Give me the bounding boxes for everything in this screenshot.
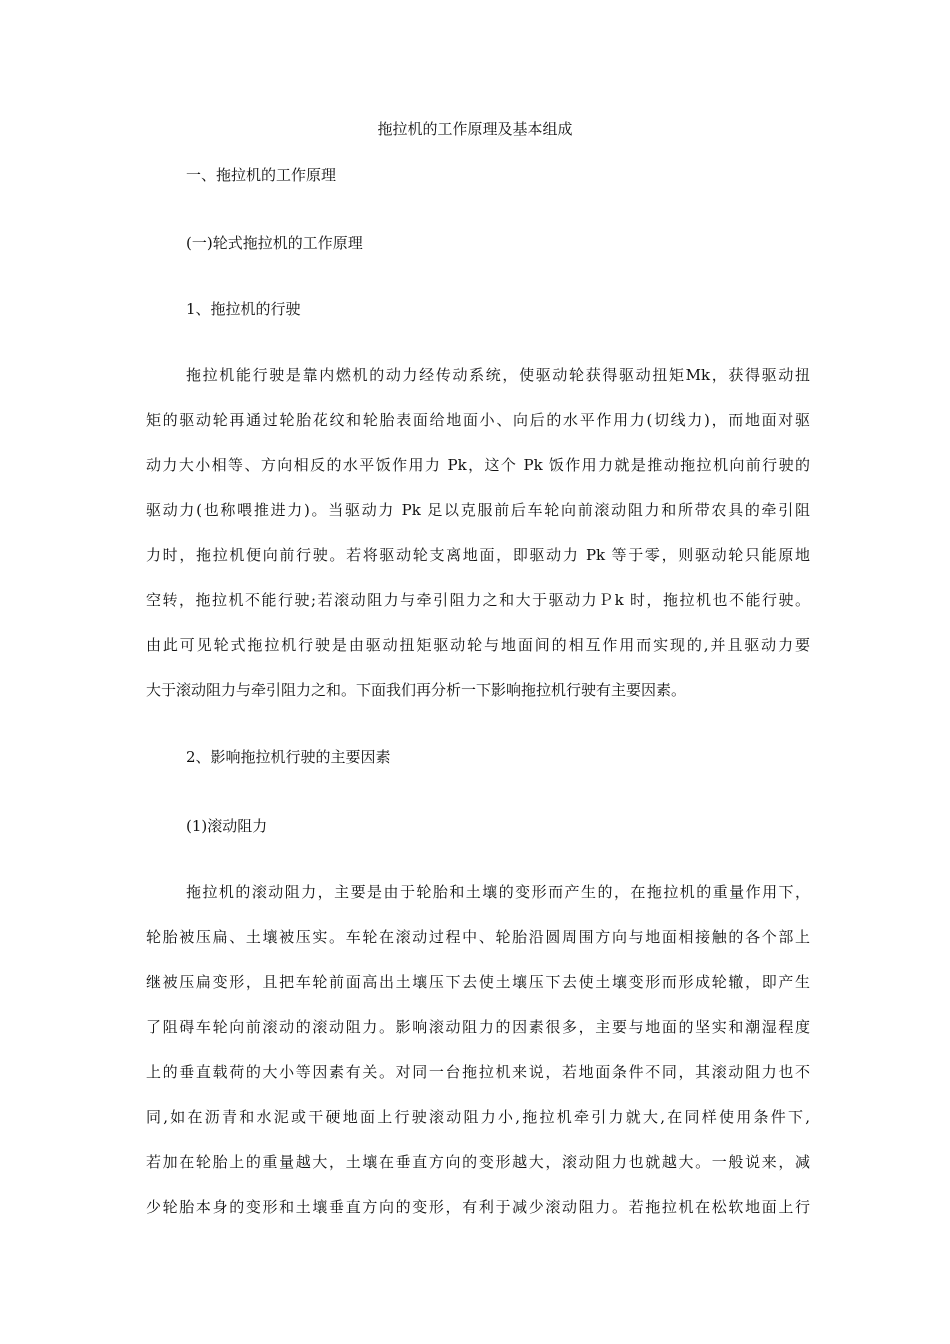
paragraph-line: 轮胎被压扁、土壤被压实。车轮在滚动过程中、轮胎沿圆周围方向与地面相接触的各个部上: [146, 928, 810, 946]
paragraph-line: 少轮胎本身的变形和土壤垂直方向的变形，有利于减少滚动阻力。若拖拉机在松软地面上行: [146, 1198, 810, 1216]
paragraph-line: 由此可见轮式拖拉机行驶是由驱动扭矩驱动轮与地面间的相互作用而实现的,并且驱动力要: [146, 636, 810, 654]
paragraph-line: 了阻碍车轮向前滚动的滚动阻力。影响滚动阻力的因素很多，主要与地面的坚实和潮湿程度: [146, 1018, 810, 1036]
paragraph-line: 同,如在沥青和水泥或干硬地面上行驶滚动阻力小,拖拉机牵引力就大,在同样使用条件下,: [146, 1108, 810, 1126]
topic-heading-driving: 1、拖拉机的行驶: [186, 300, 301, 318]
subtopic-heading-rolling-resistance: (1)滚动阻力: [186, 817, 268, 835]
paragraph-line: 拖拉机的滚动阻力，主要是由于轮胎和土壤的变形而产生的，在拖拉机的重量作用下，: [186, 883, 810, 901]
paragraph-line: 驱动力(也称喂推进力)。当驱动力 Pk 足以克服前后车轮向前滚动阻力和所带农具的牵引阻: [146, 501, 810, 519]
paragraph-line: 矩的驱动轮再通过轮胎花纹和轮胎表面给地面小、向后的水平作用力(切线力)，而地面对驱: [146, 411, 810, 429]
paragraph-line: 大于滚动阻力与牵引阻力之和。下面我们再分析一下影响拖拉机行驶有主要因素。: [146, 681, 687, 699]
subsection-heading: (一)轮式拖拉机的工作原理: [186, 234, 363, 252]
paragraph-line: 上的垂直载荷的大小等因素有关。对同一台拖拉机来说，若地面条件不同，其滚动阻力也不: [146, 1063, 810, 1081]
section-heading: 一、拖拉机的工作原理: [186, 166, 337, 184]
paragraph-line: 空转，拖拉机不能行驶;若滚动阻力与牵引阻力之和大于驱动力Ｐk 时，拖拉机也不能行驶。: [146, 591, 810, 609]
paragraph-line: 拖拉机能行驶是靠内燃机的动力经传动系统，使驱动轮获得驱动扭矩Mk，获得驱动扭: [186, 366, 810, 384]
document-title: 拖拉机的工作原理及基本组成: [377, 120, 573, 138]
paragraph-line: 若加在轮胎上的重量越大，土壤在垂直方向的变形越大，滚动阻力也就越大。一般说来，减: [146, 1153, 810, 1171]
paragraph-line: 继被压扁变形，且把车轮前面高出土壤压下去使土壤压下去使土壤变形而形成轮辙，即产生: [146, 973, 810, 991]
paragraph-line: 动力大小相等、方向相反的水平饭作用力 Pk，这个 Pk 饭作用力就是推动拖拉机向前行驶的: [146, 456, 810, 474]
paragraph-line: 力时，拖拉机便向前行驶。若将驱动轮支离地面，即驱动力 Pk 等于零，则驱动轮只能原地: [146, 546, 810, 564]
topic-heading-factors: 2、影响拖拉机行驶的主要因素: [186, 748, 391, 766]
